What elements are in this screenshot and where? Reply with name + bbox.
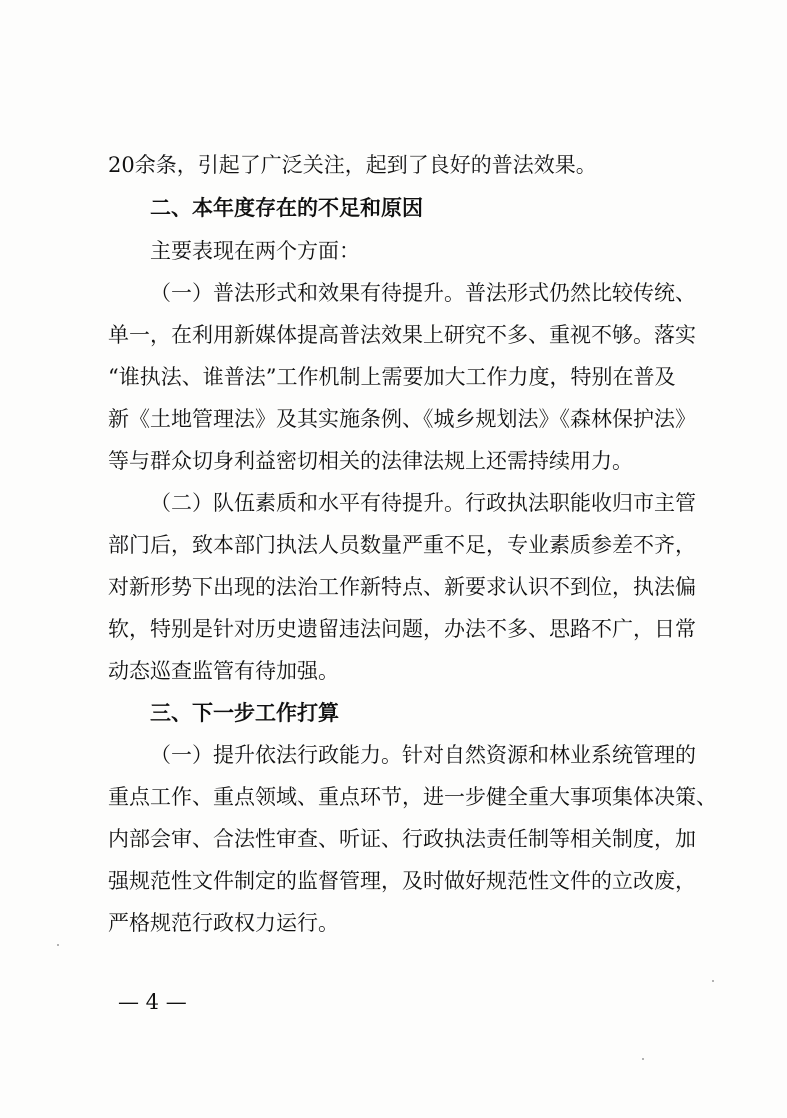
paragraph-line: 单一，在利用新媒体提高普法效果上研究不多、重视不够。落实 — [108, 323, 696, 347]
scan-speck — [712, 980, 714, 982]
section-heading: 二、本年度存在的不足和原因 — [150, 196, 423, 220]
paragraph-line: （二）队伍素质和水平有待提升。行政执法职能收归市主管 — [150, 491, 696, 515]
paragraph-line: 内部会审、合法性审查、听证、行政执法责任制等相关制度，加 — [108, 827, 696, 851]
paragraph-line: （一）提升依法行政能力。针对自然资源和林业系统管理的 — [150, 743, 696, 767]
paragraph-line: 等与群众切身利益密切相关的法律法规上还需持续用力。 — [108, 449, 633, 473]
paragraph-line: 严格规范行政权力运行。 — [108, 911, 339, 935]
paragraph-line: 新《土地管理法》及其实施条例、《城乡规划法》《森林保护法》 — [108, 407, 696, 431]
scan-speck — [57, 944, 59, 946]
paragraph-line: 强规范性文件制定的监督管理，及时做好规范性文件的立改废， — [108, 869, 696, 893]
paragraph-line: 软，特别是针对历史遗留违法问题，办法不多、思路不广，日常 — [108, 617, 696, 641]
paragraph-line: （一）普法形式和效果有待提升。普法形式仍然比较传统、 — [150, 281, 696, 305]
paragraph-line: 20余条，引起了广泛关注，起到了良好的普法效果。 — [108, 153, 597, 177]
page-number: — 4 — — [118, 990, 187, 1014]
paragraph-line: 重点工作、重点领域、重点环节，进一步健全重大事项集体决策、 — [108, 785, 717, 809]
scan-speck — [642, 1058, 644, 1060]
paragraph-line: 对新形势下出现的法治工作新特点、新要求认识不到位，执法偏 — [108, 575, 696, 599]
section-heading: 三、下一步工作打算 — [150, 701, 339, 725]
paragraph-line: “谁执法、谁普法”工作机制上需要加大工作力度，特别在普及 — [108, 365, 676, 389]
paragraph-line: 部门后，致本部门执法人员数量严重不足，专业素质参差不齐， — [108, 533, 696, 557]
paragraph-line: 动态巡查监管有待加强。 — [108, 659, 339, 683]
paragraph-line: 主要表现在两个方面： — [150, 239, 360, 263]
